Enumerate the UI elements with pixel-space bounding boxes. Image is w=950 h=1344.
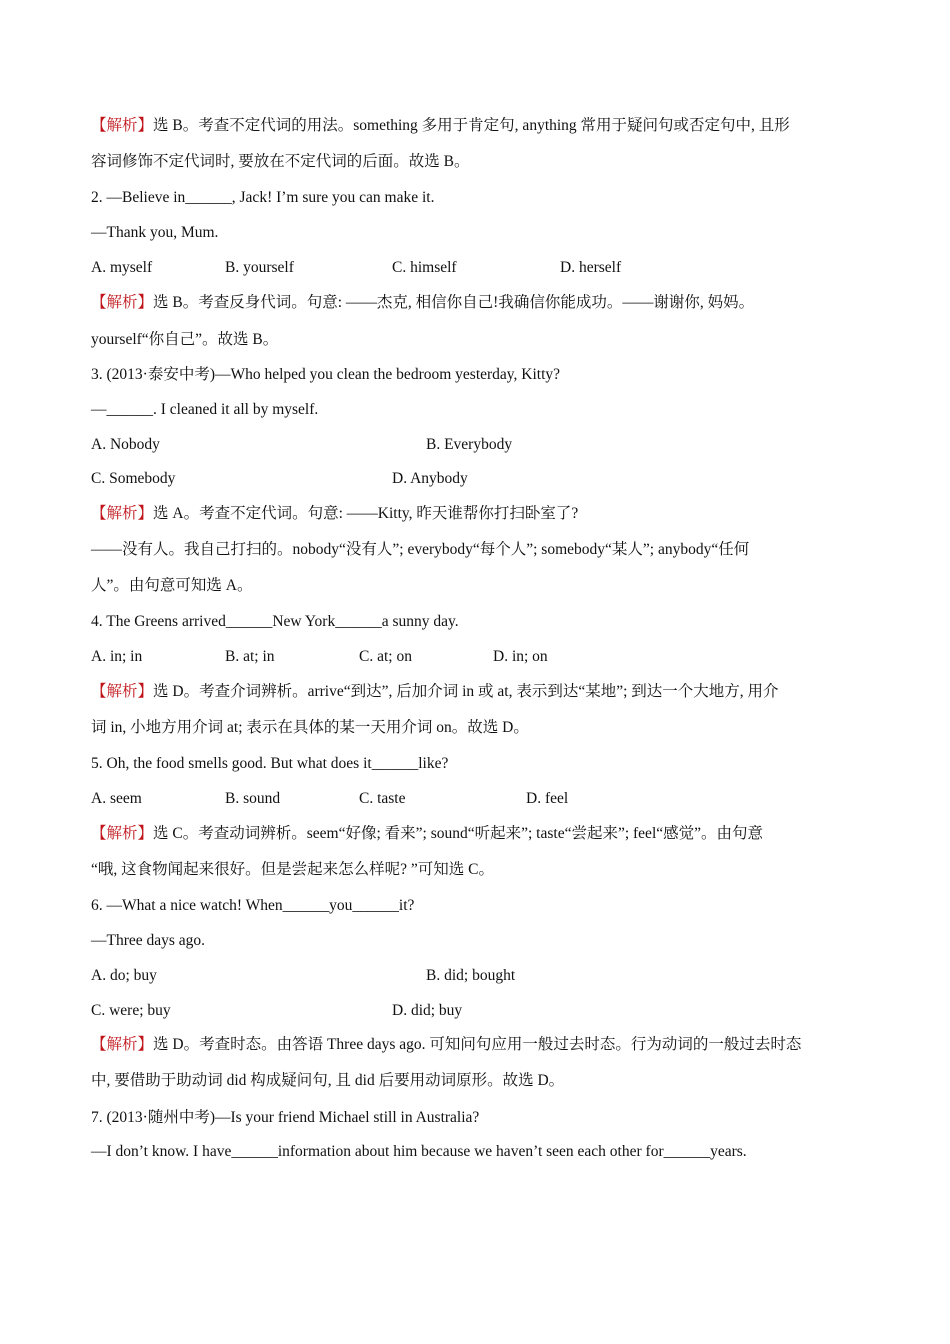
q1-explanation-line-1: 【解析】选 B。考查不定代词的用法。something 多用于肯定句, anything 常用于疑问句或否定句中, 且形 [91,117,790,134]
q3-option-a: A. Nobody [91,436,160,453]
q5-stem: 5. Oh, the food smells good. But what does it______like? [91,755,449,772]
q3-reply: —______. I cleaned it all by myself. [91,401,319,418]
q3-explanation-line-2: ——没有人。我自己打扫的。nobody“没有人”; everybody“每个人”; somebody“某人”; anybody“任何 [91,541,750,558]
q7-stem: 7. (2013·随州中考)—Is your friend Michael still in Australia? [91,1109,480,1126]
q4-option-d: D. in; on [493,648,548,665]
q6-explanation-line-2: 中, 要借助于助动词 did 构成疑问句, 且 did 后要用动词原形。故选 D。 [91,1072,565,1089]
q6-option-a: A. do; buy [91,967,157,984]
q5-option-c: C. taste [359,790,406,807]
q2-explanation-line-1: 【解析】选 B。考查反身代词。句意: ——杰克, 相信你自己!我确信你能成功。——谢谢你, 妈妈。 [91,294,755,311]
q2-option-c: C. himself [392,259,457,276]
q6-stem: 6. —What a nice watch! When______you______it? [91,897,415,914]
explanation-tag: 【解析】 [91,117,154,134]
q4-stem: 4. The Greens arrived______New York______a sunny day. [91,613,459,630]
q4-option-b: B. at; in [225,648,275,665]
q2-option-a: A. myself [91,259,153,276]
q4-option-c: C. at; on [359,648,412,665]
q7-reply: —I don’t know. I have______information about him because we haven’t seen each other for______years. [91,1143,747,1160]
q2-stem: 2. —Believe in______, Jack! I’m sure you can make it. [91,189,435,206]
q4-option-a: A. in; in [91,648,143,665]
q6-explanation-line-1: 【解析】选 D。考查时态。由答语 Three days ago. 可知问句应用一般过去时态。行为动词的一般过去时态 [91,1036,802,1053]
explanation-tag: 【解析】 [91,825,154,842]
q5-explanation-line-1: 【解析】选 C。考查动词辨析。seem“好像; 看来”; sound“听起来”; taste“尝起来”; feel“感觉”。由句意 [91,825,764,842]
q5-option-a: A. seem [91,790,142,807]
q1-explanation-line-2: 容词修饰不定代词时, 要放在不定代词的后面。故选 B。 [91,153,470,170]
q3-explanation-line-1: 【解析】选 A。考查不定代词。句意: ——Kitty, 昨天谁帮你打扫卧室了? [91,505,579,522]
q6-option-b: B. did; bought [426,967,516,984]
q3-option-c: C. Somebody [91,470,176,487]
q3-option-d: D. Anybody [392,470,468,487]
q4-explanation-line-2: 词 in, 小地方用介词 at; 表示在具体的某一天用介词 on。故选 D。 [91,719,529,736]
q3-stem: 3. (2013·泰安中考)—Who helped you clean the bedroom yesterday, Kitty? [91,366,561,383]
q3-explanation-line-3: 人”。由句意可知选 A。 [91,577,253,594]
q2-reply: —Thank you, Mum. [91,224,219,241]
explanation-tag: 【解析】 [91,1036,154,1053]
explanation-tag: 【解析】 [91,683,154,700]
q5-option-d: D. feel [526,790,569,807]
q6-option-d: D. did; buy [392,1002,463,1019]
q5-explanation-line-2: “哦, 这食物闻起来很好。但是尝起来怎么样呢? ”可知选 C。 [91,861,494,878]
q4-explanation-line-1: 【解析】选 D。考查介词辨析。arrive“到达”, 后加介词 in 或 at, 表示到达“某地”; 到达一个大地方, 用介 [91,683,779,700]
q6-option-c: C. were; buy [91,1002,171,1019]
q2-option-b: B. yourself [225,259,294,276]
q5-option-b: B. sound [225,790,281,807]
explanation-tag: 【解析】 [91,294,154,311]
q2-explanation-line-2: yourself“你自己”。故选 B。 [91,331,279,348]
q3-option-b: B. Everybody [426,436,513,453]
q6-reply: —Three days ago. [91,932,206,949]
q2-option-d: D. herself [560,259,622,276]
explanation-tag: 【解析】 [91,505,154,522]
